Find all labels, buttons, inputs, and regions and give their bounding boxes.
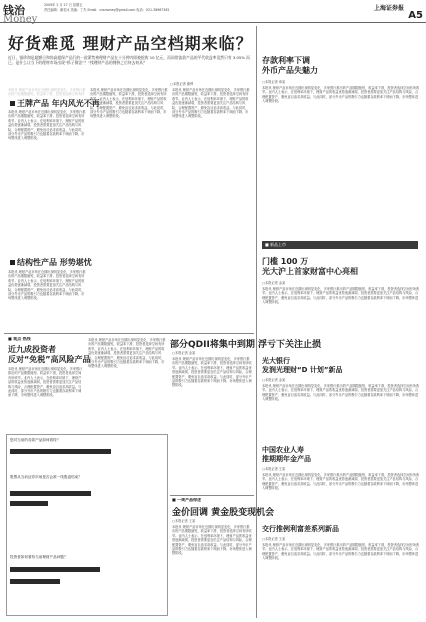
editor-line: 责任编辑：谢若冰 美编：丁杰 Email：cssmoney@gmail.com 电话：021-38967362 <box>44 8 170 12</box>
new-products-tag: ■ 新品上市 <box>262 241 418 249</box>
news-4-title: 交行推例利富差系列新品 <box>262 525 339 533</box>
poll-chart-3 <box>10 565 160 605</box>
news-2-byline: □本报记者 金某 <box>262 378 286 382</box>
poll-chart-1 <box>10 447 160 471</box>
poll-question-1: 您对当前的各款产品如何看待？ <box>10 438 61 442</box>
body-column-1b: 本报讯 理财产品市场在近期出现明显变化，多家银行推出的产品期限缩短，收益率下滑，投资者选择空间有所收窄。业内人士表示，在低利率环境下，理财产品的收益优势逐渐减弱，投资者需要更加关注产品结构与风险，合理配置资产，避免盲目追求高收益。与此同时，部分外币产品的吸引力也随着存款利率下调而下降，市场整体进入调整阶段。 <box>8 270 86 301</box>
date-line: 2009年 2 月 27 日 星期五 <box>44 3 83 7</box>
poll-bar <box>10 567 100 572</box>
news-3-body: 本报讯 理财产品市场在近期出现明显变化，多家银行推出的产品期限缩短，收益率下滑，投资者选择空间有所收窄。业内人士表示，在低利率环境下，理财产品的收益优势逐渐减弱，投资者需要更加关注产品结构与风险，合理配置资产，避免盲目追求高收益。与此同时，部分外币产品的吸引力也随着存款利率下调而下降，市场整体进入调整阶段。 <box>262 473 420 491</box>
news-1-byline: □本报记者 金某 <box>262 281 286 285</box>
poll-bar <box>10 501 48 506</box>
section-divider <box>4 333 254 334</box>
poll-chart-2 <box>10 489 160 529</box>
poll-question-3: 投资者如何看待当前理财产品问题？ <box>10 555 68 559</box>
gold-byline: □本报记者 王某 <box>172 519 196 523</box>
poll-bar <box>10 449 111 454</box>
section-subtitle: Money <box>3 14 38 25</box>
qdii-byline: □本报记者 金某 <box>172 351 196 355</box>
section-title: 钱治 <box>3 4 25 17</box>
column-divider <box>256 26 257 618</box>
sidebar-headline: 存款利率下调 外币产品失魅力 <box>262 56 318 75</box>
lead-paragraph: 近日，银珍和是超额日和尚高超保产品行的一款紧势弗理财产品在十分钟内即被抢购 10 亿元，而同常流款产品的平代收益率竟然只有 3.05% 而已，是什么让当下的理财市场出现“抓子倒罢”？“钱理财产品的拥挤之后何去何从？ <box>8 55 250 65</box>
lead-byline: □本报记者 谢烨 <box>170 82 194 86</box>
masthead: 上海证券报 <box>373 5 404 12</box>
news-1-title: 门槛 100 万 光大沪上首家财富中心亮相 <box>262 257 358 276</box>
square-bullet-icon <box>10 101 15 106</box>
page-number: A5 <box>408 10 423 21</box>
page-headline: 好货难觅 理财产品空档期来临？ <box>8 34 253 53</box>
news-4-body: 本报讯 理财产品市场在近期出现明显变化，多家银行推出的产品期限缩短，收益率下滑，投资者选择空间有所收窄。业内人士表示，在低利率环境下，理财产品的收益优势逐渐减弱，投资者需要更加关注产品结构与风险，合理配置资产，避免盲目追求高收益。与此同时，部分外币产品的吸引力也随着存款利率下调而下降，市场整体进入调整阶段。 <box>262 543 420 561</box>
sidebar-body: 本报讯 理财产品市场在近期出现明显变化，多家银行推出的产品期限缩短，收益率下滑，投资者选择空间有所收窄。业内人士表示，在低利率环境下，理财产品的收益优势逐渐减弱，投资者需要更加关注产品结构与风险，合理配置资产，避免盲目追求高收益。与此同时，部分外币产品的吸引力也随着存款利率下调而下降，市场整体进入调整阶段。 <box>262 86 420 104</box>
body-text: 本报讯 理财产品市场在近期出现明显变化，多家银行推出的产品期限缩短，收益率下滑，投资者选择空间有所 <box>8 88 86 96</box>
gold-headline: 金价回调 黄金股变现机会 <box>172 508 275 518</box>
body-column-1: 本报讯 理财产品市场在近期出现明显变化，多家银行推出的产品期限缩短，收益率下滑，投资者选择空间有所收窄。业内人士表示，在低利率环境下，理财产品的收益优势逐渐减弱，投资者需要更加关注产品结构与风险，合理配置资产，避免盲目追求高收益。与此同时，部分外币产品的吸引力也随着存款利率下调而下降，市场整体进入调整阶段。 <box>8 110 86 141</box>
poll-story-col-2: 本报讯 理财产品市场在近期出现明显变化，多家银行推出的产品期限缩短，收益率下滑，投资者选择空间有所收窄。业内人士表示，在低利率环境下，理财产品的收益优势逐渐减弱，投资者需要更加关注产品结构与风险，合理配置资产，避免盲目追求高收益。与此同时，部分外币产品的吸引力也随着存款利率下调而下降，市场整体进入调整阶段。 <box>88 338 166 369</box>
poll-question-2: 股票从当前证券市场是否会被一线股盘结束？ <box>10 475 82 479</box>
sidebar-byline: □本报记者 章某 <box>262 80 286 84</box>
poll-bar <box>10 491 91 496</box>
square-bullet-icon <box>10 260 15 265</box>
qdii-body-1: 本报讯 理财产品市场在近期出现明显变化，多家银行推出的产品期限缩短，收益率下滑，投资者选择空间有所收窄。业内人士表示，在低利率环境下，理财产品的收益优势逐渐减弱，投资者需要更加关注产品结构与风险，合理配置资产，避免盲目追求高收益。与此同时，部分外币产品的吸引力也随着存款利率下调而下降，市场整体进入调整阶段。 <box>172 357 252 388</box>
qdii-headline: 部分QDII将集中到期 浮亏下关注止损 <box>170 340 321 350</box>
gold-body-1: 本报讯 理财产品市场在近期出现明显变化，多家银行推出的产品期限缩短，收益率下滑，投资者选择空间有所收窄。业内人士表示，在低利率环境下，理财产品的收益优势逐渐减弱，投资者需要更加关注产品结构与风险，合理配置资产，避免盲目追求高收益。与此同时，部分外币产品的吸引力也随着存款利率下调而下降，市场整体进入调整阶段。 <box>172 525 252 556</box>
poll-kicker: ■ 观点 热线 <box>8 337 31 341</box>
subhead-1: 王牌产品 年内风光不再 <box>10 98 100 109</box>
gold-kicker: ■ 一周产品综述 <box>172 498 202 502</box>
poll-story-col-1: 本报讯 理财产品市场在近期出现明显变化，多家银行推出的产品期限缩短，收益率下滑，投资者选择空间有所收窄。业内人士表示，在低利率环境下，理财产品的收益优势逐渐减弱，投资者需要更加关注产品结构与风险，合理配置资产，避免盲目追求高收益。与此同时，部分外币产品的吸引力也随着存款利率下调而下降，市场整体进入调整阶段。 <box>8 367 83 398</box>
news-3-title: 中国农业人寿 推期期年金产品 <box>262 446 311 463</box>
news-2-body: 本报讯 理财产品市场在近期出现明显变化，多家银行推出的产品期限缩短，收益率下滑，投资者选择空间有所收窄。业内人士表示，在低利率环境下，理财产品的收益优势逐渐减弱，投资者需要更加关注产品结构与风险，合理配置资产，避免盲目追求高收益。与此同时，部分外币产品的吸引力也随着存款利率下调而下降，市场整体进入调整阶段。 <box>262 384 420 402</box>
news-3-byline: □本报记者 王某 <box>262 467 286 471</box>
body-column-3: 本报讯 理财产品市场在近期出现明显变化，多家银行推出的产品期限缩短，收益率下滑，投资者选择空间有所收窄。业内人士表示，在低利率环境下，理财产品的收益优势逐渐减弱，投资者需要更加关注产品结构与风险，合理配置资产，避免盲目追求高收益。与此同时，部分外币产品的吸引力也随着存款利率下调而下降，市场整体进入调整阶段。 <box>172 88 250 119</box>
news-1-body: 本报讯 理财产品市场在近期出现明显变化，多家银行推出的产品期限缩短，收益率下滑，投资者选择空间有所收窄。业内人士表示，在低利率环境下，理财产品的收益优势逐渐减弱，投资者需要更加关注产品结构与风险，合理配置资产，避免盲目追求高收益。与此同时，部分外币产品的吸引力也随着存款利率下调而下降，市场整体进入调整阶段。 <box>262 287 420 305</box>
subhead-2: 结构性产品 形势堪忧 <box>10 257 92 268</box>
news-4-byline: □本报记者 王某 <box>262 537 286 541</box>
poll-box <box>6 434 168 616</box>
news-2-title: 光大银行 发润光理财“D 计划”新品 <box>262 357 343 374</box>
gold-divider <box>170 495 254 496</box>
body-column-2: 本报讯 理财产品市场在近期出现明显变化，多家银行推出的产品期限缩短，收益率下滑，投资者选择空间有所收窄。业内人士表示，在低利率环境下，理财产品的收益优势逐渐减弱，投资者需要更加关注产品结构与风险，合理配置资产，避免盲目追求高收益。与此同时，部分外币产品的吸引力也随着存款利率下调而下降，市场整体进入调整阶段。 <box>90 88 168 119</box>
poll-headline: 近九成投资者 反对“免税”高风险产品 <box>8 345 91 364</box>
poll-bar <box>10 579 60 584</box>
